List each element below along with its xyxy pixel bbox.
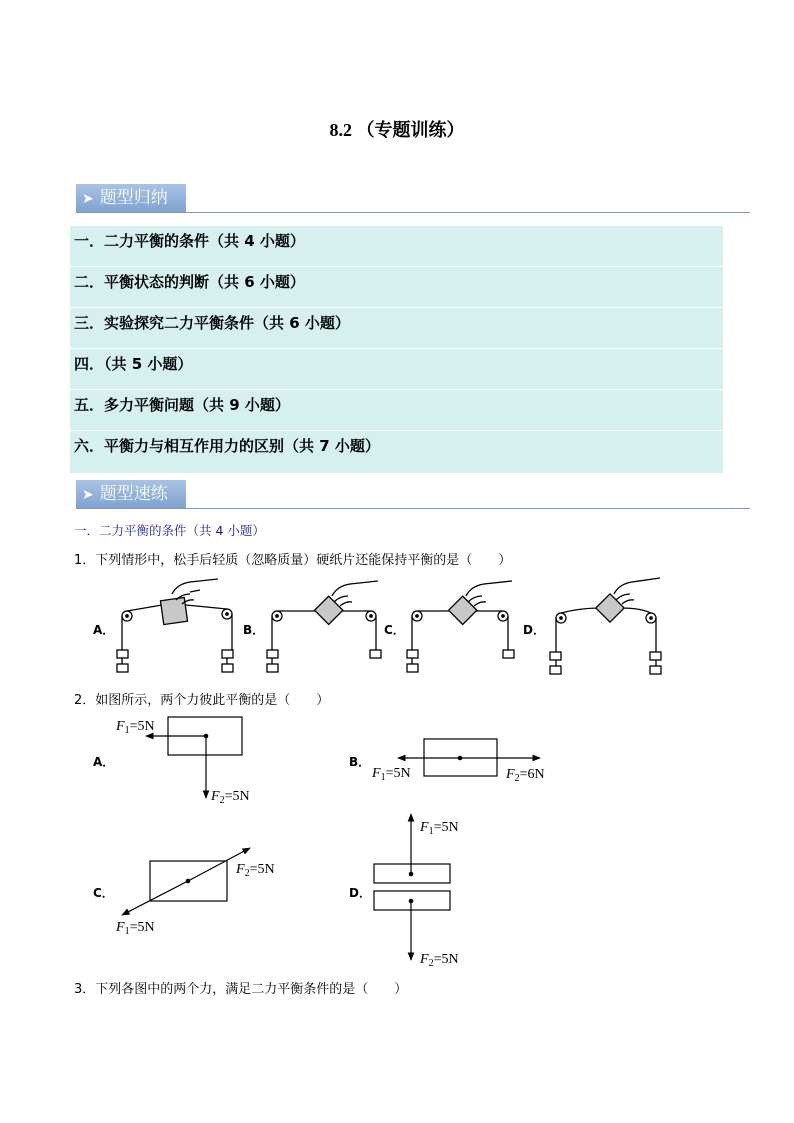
section-tab <box>76 480 186 508</box>
option-d-label: D． <box>349 886 371 900</box>
q1-diagram-d <box>540 574 670 678</box>
section-label: 题型速练 <box>99 484 168 504</box>
force-label-f1: $F_1=5N$ <box>116 719 155 736</box>
q1-diagram-a <box>110 578 240 678</box>
question-1-text: 1．下列情形中，松手后轻质（忽略质量）硬纸片还能保持平衡的是（ ） <box>74 553 512 568</box>
q1-diagram-b <box>260 578 390 678</box>
topic-item: 二．平衡状态的判断（共 6 小题） <box>70 267 723 308</box>
section-header-summary <box>76 182 750 213</box>
option-c-label: C． <box>93 886 114 900</box>
topic-list <box>70 226 723 473</box>
section-label: 题型归纳 <box>99 188 168 208</box>
question-2-text: 2．如图所示，两个力彼此平衡的是（ ） <box>74 693 330 708</box>
subheading: 一．二力平衡的条件（共 4 小题） <box>74 523 265 538</box>
topic-item: 五．多力平衡问题（共 9 小题） <box>70 390 723 431</box>
page-title: 8.2 （专题训练） <box>329 120 465 140</box>
topic-item: 六．平衡力与相互作用力的区别（共 7 小题） <box>74 437 380 455</box>
arrow-right-icon: ➤ <box>82 487 94 503</box>
option-d-label: D． <box>523 623 545 637</box>
option-a-label: A． <box>93 755 115 769</box>
question-3-text: 3．下列各图中的两个力，满足二力平衡条件的是（ ） <box>74 982 408 997</box>
q2-diagram-d <box>365 810 485 970</box>
option-c-label: C． <box>384 623 405 637</box>
q2-diagram-b <box>370 730 570 790</box>
force-label-f2: $F_2=5N$ <box>420 952 459 969</box>
topic-item: 三．实验探究二力平衡条件（共 6 小题） <box>70 308 723 349</box>
force-label-f1: $F_1=5N$ <box>420 820 459 837</box>
q2-diagram-c <box>110 845 290 940</box>
force-label-f1: $F_1=5N$ <box>372 766 411 783</box>
topic-item: 四．（共 5 小题） <box>70 349 723 390</box>
option-b-label: B． <box>243 623 265 637</box>
option-b-label: B． <box>349 755 371 769</box>
section-header-practice <box>76 478 750 509</box>
force-label-f2: $F_2=6N$ <box>506 767 545 784</box>
section-tab <box>76 184 186 212</box>
arrow-right-icon: ➤ <box>82 191 94 207</box>
force-label-f2: $F_2=5N$ <box>211 789 250 806</box>
option-a-label: A． <box>93 623 115 637</box>
q2-diagram-a <box>110 710 280 810</box>
force-label-f2: $F_2=5N$ <box>236 862 275 879</box>
force-label-f1: $F_1=5N$ <box>116 920 155 937</box>
topic-item: 一．二力平衡的条件（共 4 小题） <box>70 226 723 267</box>
q1-diagram-c <box>400 578 530 678</box>
